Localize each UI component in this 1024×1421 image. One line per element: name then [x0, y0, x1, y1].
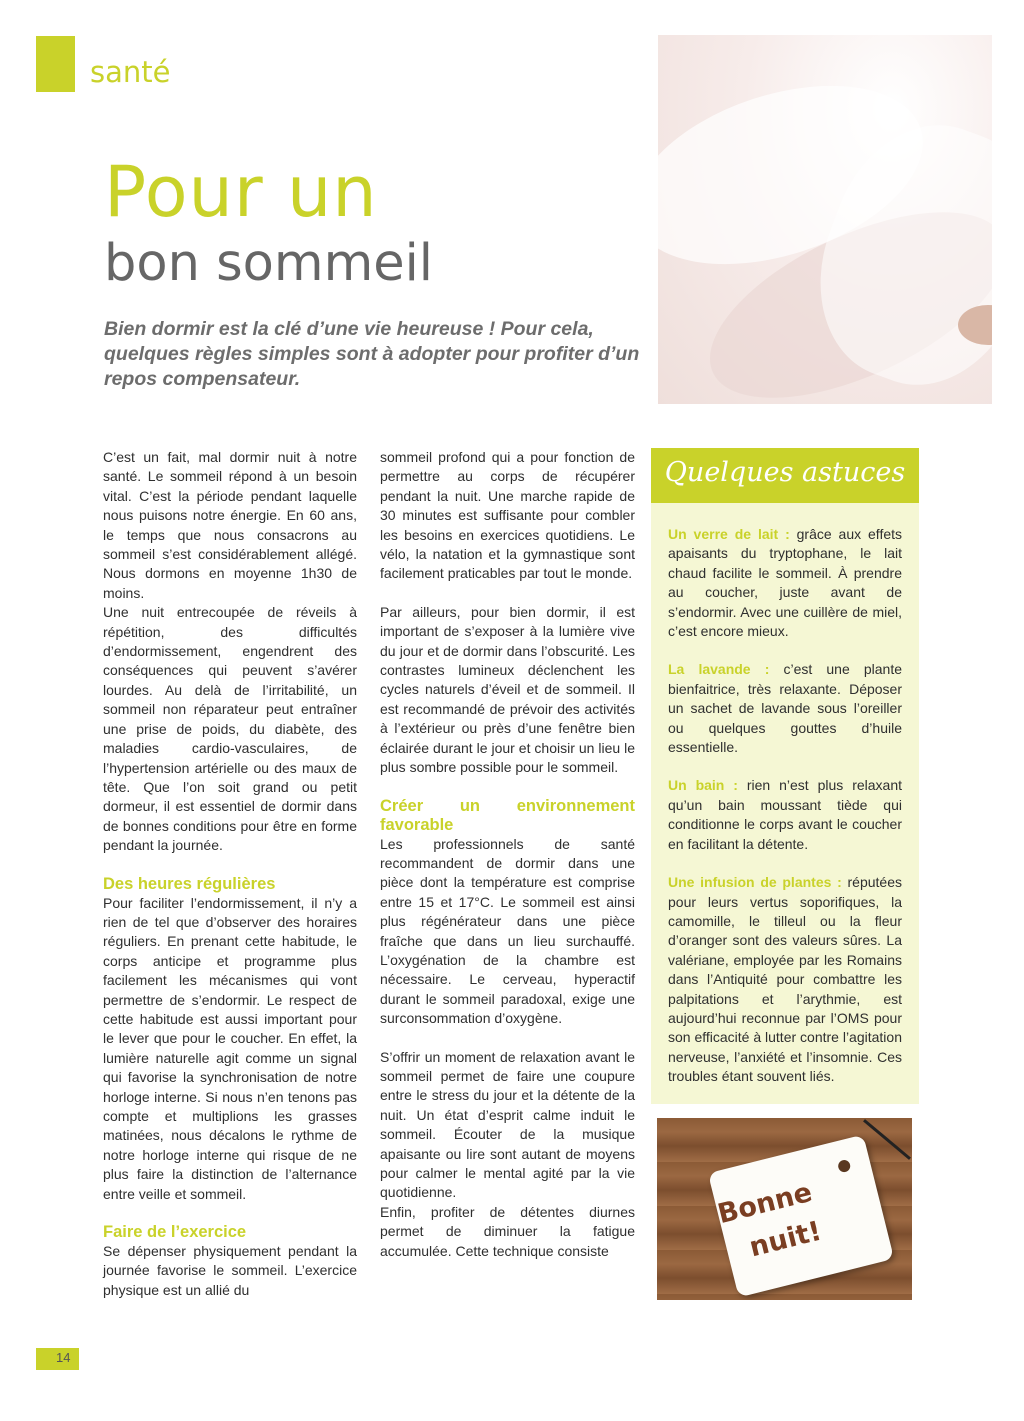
paragraph: Les professionnels de santé recommandent de dormir dans une pièce dont la température est comprise entre 15 et 17°C. Le sommeil est ainsi plus régénérateur dans une pièce fraîche que dans un lieu surchauffé. L’oxygénation de la chambre est nécessaire. Le cerveau, hyperactif durant le sommeil paradoxal, exige une surconsommation d’oxygène. [380, 835, 635, 1027]
paragraph: Pour faciliter l’endormissement, il n’y a rien de tel que d’observer des horaires réguliers. En prenant cette habitude, le corps anticipe et programme plus facilement les mécanismes qui vont permettre de s’endormir. Le respect de cette habitude est aussi important pour le lever que pour le coucher. En effet, la lumière naturelle agit comme un signal qui favorise la synchronisation de notre horloge interne. Si nous n’en tenons pas compte et multiplions les grasses matinées, nous décalons le rythme de notre horloge interne qui risque de ne plus faire la distinction de l’alternance entre veille et sommeil. [103, 894, 357, 1202]
paragraph: sommeil profond qui a pour fonction de permettre au corps de récupérer pendant la nuit. Une marche rapide de 30 minutes est suffisante pour combler les besoins en exercices quotidiens. Le vélo, la natation et la gymnastique sont facilement praticables par tout le monde. [380, 449, 635, 582]
tip-item [668, 873, 902, 1086]
sidebar-header [651, 448, 919, 503]
article-title-line2: bon sommeil [104, 234, 433, 293]
article-lede: Bien dormir est la clé d’une vie heureuse ! Pour cela, quelques règles simples sont à adopter pour profiter d’un repos compensateur. [104, 318, 640, 390]
tip-item [668, 525, 902, 641]
tip-text: c’est une plante bienfaitrice, très relaxante. Déposer un sachet de lavande sous l’oreiller ou quelques gouttes d’huile essentielle. [668, 661, 902, 756]
page-number: 14 [56, 1350, 71, 1365]
sidebar-body [668, 525, 902, 1106]
paragraph: Enfin, profiter de détentes diurnes permet de diminuer la fatigue accumulée. Cette technique consiste [380, 1203, 635, 1259]
tag-text-line2: nuit! [746, 1215, 825, 1264]
subheading-environment: Créer un environnement favorable [380, 796, 635, 834]
article-title-line1: Pour un [104, 151, 378, 233]
article-column-2 [380, 448, 635, 1261]
paragraph: S’offrir un moment de relaxation avant le sommeil permet de faire une coupure entre le stress du jour et la détente de la nuit. Un état d’esprit calme induit le sommeil. Écouter de la musique apaisante ou lire sont autant de moyens pour calmer le mental agité par la vie quotidienne. [380, 1048, 635, 1201]
section-label: santé [90, 55, 171, 89]
paragraph: Par ailleurs, pour bien dormir, il est important de s’exposer à la lumière vive du jour et de dormir dans l’obscurité. Les contrastes lumineux déclenchent les cycles naturels d’éveil et de sommeil. Il est recommandé de prévoir des activités à l’extérieur ou près d’une fenêtre bien éclairée durant le jour et choisir un lieu le plus sombre possible pour le sommeil. [380, 603, 635, 776]
tip-lead: Un verre de lait : [668, 526, 790, 542]
tip-item [668, 660, 902, 757]
tips-sidebar [651, 448, 919, 1104]
paragraph: C’est un fait, mal dormir nuit à notre santé. Le sommeil répond à un besoin vital. C’est la période pendant laquelle nous puisons notre énergie. En 60 ans, le temps que nous consacrons au sommeil s’est considérablement allégé. Nous dormons en moyenne 1h30 de moins. [103, 449, 357, 601]
tip-lead: La lavande : [668, 661, 770, 678]
subheading-regular-hours: Des heures régulières [103, 874, 276, 893]
paragraph: Se dépenser physiquement pendant la journée favorise le sommeil. L’exercice physique est un allié du [103, 1243, 357, 1298]
sidebar-title: Quelques astuces [664, 457, 906, 488]
section-marker [36, 36, 75, 92]
paragraph: Une nuit entrecoupée de réveils à répétition, des difficultés d’endormissement, engendrent des conséquences qui peuvent s’avérer lourdes. Au delà de l’irritabilité, un sommeil non réparateur peut entraîner une prise de poids, du diabète, des maladies cardio-vasculaires, de l’hypertension artérielle ou des maux de tête. Que l’on soit grand ou petit dormeur, il est essentiel de dormir dans de bonnes conditions pour être en forme pendant la journée. [103, 604, 357, 854]
bonne-nuit-tag-image [657, 1118, 912, 1300]
tip-item [668, 776, 902, 854]
tip-text: réputées pour leurs vertus soporifiques, la camomille, le tilleul ou la fleur d’oranger sont des valeurs sûres. La valériane, employée par les Romains dans l’Antiquité pour combattre les palpitations et l’arythmie, est aujourd’hui reconnue par l’OMS pour son efficacité à lutter contre l’agitation nerveuse, l’anxiété et l’insomnie. Ces troubles étant souvent liés. [668, 874, 902, 1085]
tip-lead: Un bain : [668, 777, 738, 794]
hero-image-bedsheets [658, 35, 992, 404]
tip-text: rien n’est plus relaxant qu’un bain moussant tiède qui conditionne le corps avant le coucher en facilitant la détente. [668, 777, 902, 852]
tip-text: grâce aux effets apaisants du tryptophane, le lait chaud facilite le sommeil. À prendre au coucher, juste avant de s’endormir. Avec une cuillère de miel, c’est encore mieux. [668, 526, 903, 640]
tag-text-line1: Bonne [714, 1176, 816, 1231]
subheading-exercise: Faire de l’exercice [103, 1223, 247, 1242]
tip-lead: Une infusion de plantes : [668, 874, 842, 891]
article-column-1 [103, 448, 357, 1300]
